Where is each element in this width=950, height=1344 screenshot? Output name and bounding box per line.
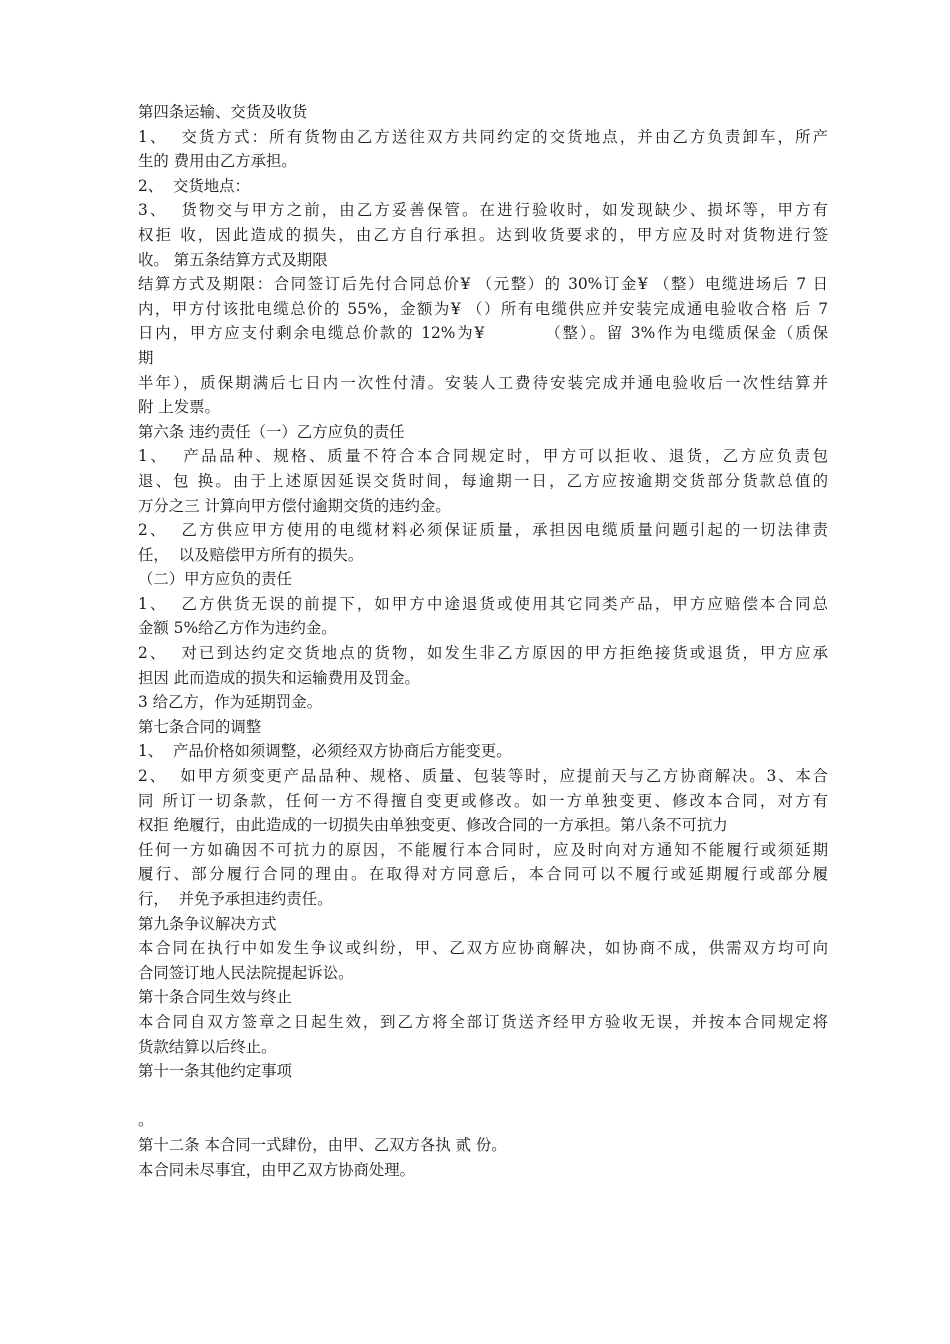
section-heading-article-12: 第十二条 本合同一式肆份，由甲、乙双方各执 贰 份。 [138, 1135, 507, 1154]
paragraph-line: 2、 交货地点： [138, 176, 250, 195]
paragraph-line: 2、 乙方供应甲方使用的电缆材料必须保证质量，承担因电缆质量问题引起的一切法律责 [138, 521, 828, 540]
paragraph-line: 1、 产品价格如须调整，必须经双方协商后方能变更。 [138, 742, 512, 761]
paragraph-line: 本合同未尽事宜，由甲乙双方协商处理。 [138, 1160, 416, 1179]
paragraph-line: 行， 并免予承担违约责任。 [138, 890, 333, 908]
paragraph-line: 半年），质保期满后七日内一次性付清。安装人工费待安装完成并通电验收后一次性结算并 [138, 373, 828, 392]
paragraph-line: 2、 如甲方须变更产品品种、规格、质量、包装等时，应提前天与乙方协商解决。3、本合 [138, 767, 828, 786]
paragraph-line: 货款结算以后终止。 [138, 1037, 277, 1056]
contract-page [138, 100, 828, 1182]
paragraph-line: 任， 以及赔偿甲方所有的损失。 [138, 545, 364, 564]
section-heading-article-4: 第四条运输、交货及收货 [138, 103, 308, 121]
paragraph-line: 权拒 收，因此造成的损失，由乙方自行承担。达到收货要求的，甲方应及时对货物进行签 [138, 225, 828, 244]
paragraph-line: 。 [138, 1111, 154, 1130]
paragraph-line: 日内，甲方应支付剩余电缆总价款的 12%为¥ （整）。留 3%作为电缆质保金（质保 [138, 324, 828, 343]
paragraph-line: 2、 对已到达约定交货地点的货物，如发生非乙方原因的甲方拒绝接货或退货，甲方应承 [138, 644, 828, 663]
paragraph-line: 合同签订地人民法院提起诉讼。 [138, 963, 354, 982]
blank-line [138, 1084, 828, 1109]
paragraph-line: 同 所订一切条款，任何一方不得擅自变更或修改。如一方单独变更、修改本合同，对方有 [138, 791, 828, 810]
paragraph-line: 3 给乙方，作为延期罚金。 [138, 693, 322, 712]
paragraph-line: 金额 5%给乙方作为违约金。 [138, 619, 337, 638]
paragraph-line: 本合同在执行中如发生争议或纠纷，甲、乙双方应协商解决，如协商不成，供需双方均可向 [138, 939, 828, 958]
paragraph-line: 担因 此而造成的损失和运输费用及罚金。 [138, 668, 420, 687]
paragraph-line: 万分之三 计算向甲方偿付逾期交货的违约金。 [138, 496, 451, 515]
paragraph-line: 权拒 绝履行，由此造成的一切损失由单独变更、修改合同的一方承担。第八条不可抗力 [138, 816, 728, 835]
section-heading-article-9: 第九条争议解决方式 [138, 914, 277, 933]
paragraph-line: 履行、部分履行合同的理由。在取得对方同意后，本合同可以不履行或延期履行或部分履 [138, 865, 828, 884]
paragraph-line: 1、 交货方式：所有货物由乙方送往双方共同约定的交货地点，并由乙方负责卸车，所产 [138, 127, 828, 146]
paragraph-line: 期 [138, 348, 154, 367]
paragraph-line: 任何一方如确因不可抗力的原因，不能履行本合同时，应及时向对方通知不能履行或须延期 [138, 840, 828, 859]
paragraph-line: 附 上发票。 [138, 398, 220, 417]
section-heading-article-7: 第七条合同的调整 [138, 717, 262, 736]
subsection-heading: （二）甲方应负的责任 [138, 570, 292, 589]
paragraph-line: 退、包 换。由于上述原因延误交货时间，每逾期一日，乙方应按逾期交货部分货款总值的 [138, 471, 828, 490]
paragraph-line: 生的 费用由乙方承担。 [138, 152, 297, 171]
section-heading-article-10: 第十条合同生效与终止 [138, 988, 292, 1007]
paragraph-line: 结算方式及期限：合同签订后先付合同总价¥ （元整）的 30%订金¥ （整）电缆进场后 7 日 [138, 275, 828, 294]
paragraph-line: 1、 产品品种、规格、质量不符合本合同规定时，甲方可以拒收、退货，乙方应负责包 [138, 447, 828, 466]
paragraph-line: 1、 乙方供货无误的前提下，如甲方中途退货或使用其它同类产品，甲方应赔偿本合同总 [138, 594, 828, 613]
section-heading-article-11: 第十一条其他约定事项 [138, 1062, 292, 1081]
paragraph-line: 本合同自双方签章之日起生效，到乙方将全部订货送齐经甲方验收无误，并按本合同规定将 [138, 1012, 828, 1031]
section-heading-article-6: 第六条 违约责任（一）乙方应负的责任 [138, 422, 405, 441]
paragraph-line: 内，甲方付该批电缆总价的 55%，金额为¥ （）所有电缆供应并安装完成通电验收合格 后 7 [138, 299, 828, 318]
paragraph-line: 收。 第五条结算方式及期限 [138, 250, 328, 269]
paragraph-line: 3、 货物交与甲方之前，由乙方妥善保管。在进行验收时，如发现缺少、损坏等，甲方有 [138, 201, 828, 220]
